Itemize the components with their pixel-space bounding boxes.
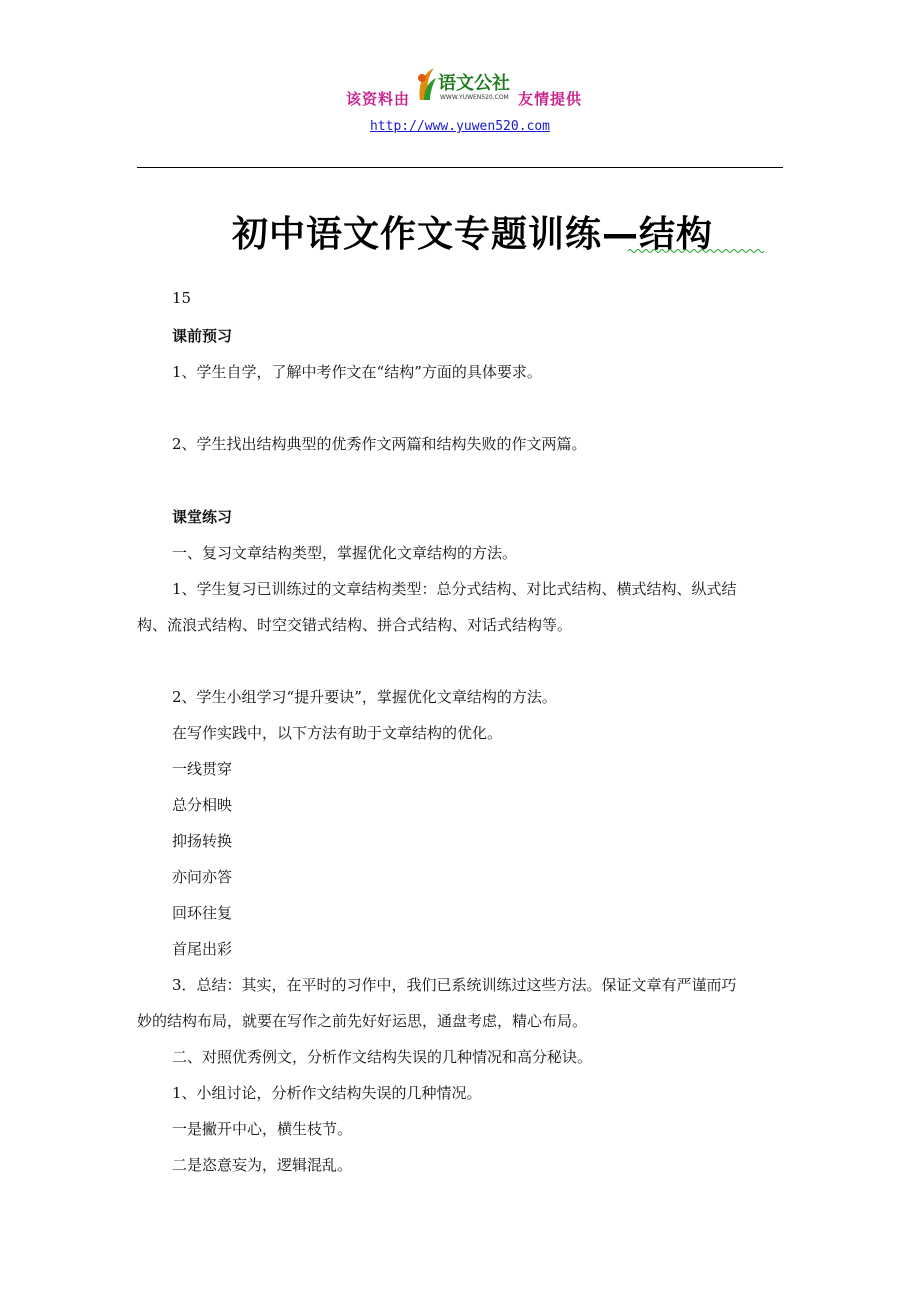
practice-item-2: 2、学生小组学习“提升要诀”，掌握优化文章结构的方法。 bbox=[172, 688, 557, 706]
error-item: 一是撇开中心，横生枝节。 bbox=[172, 1120, 353, 1138]
section-heading-practice: 课堂练习 bbox=[172, 508, 233, 526]
method-item: 回环往复 bbox=[172, 904, 233, 922]
method-item: 首尾出彩 bbox=[172, 940, 233, 958]
logo bbox=[416, 66, 512, 106]
method-item: 亦问亦答 bbox=[172, 868, 233, 886]
spellcheck-underline bbox=[628, 248, 764, 254]
summary-line-1: 3．总结：其实，在平时的习作中，我们已系统训练过这些方法。保证文章有严谨而巧 bbox=[172, 976, 737, 994]
header-left-text: 该资料由 bbox=[346, 90, 411, 108]
logo-leaf-icon bbox=[416, 66, 438, 104]
preview-item-2: 2、学生找出结构典型的优秀作文两篇和结构失败的作文两篇。 bbox=[172, 435, 587, 453]
page-title: 初中语文作文专题训练—结构 bbox=[232, 214, 714, 255]
practice-part-1: 一、复习文章结构类型，掌握优化文章结构的方法。 bbox=[172, 544, 518, 562]
header-divider bbox=[137, 167, 783, 168]
page-number: 15 bbox=[172, 289, 192, 307]
method-item: 抑扬转换 bbox=[172, 832, 233, 850]
preview-item-1: 1、学生自学，了解中考作文在“结构”方面的具体要求。 bbox=[172, 363, 542, 381]
header-right-text: 友情提供 bbox=[518, 90, 583, 108]
section-heading-preview: 课前预习 bbox=[172, 327, 233, 345]
method-item: 总分相映 bbox=[172, 796, 233, 814]
practice-item-1-line-2: 构、流浪式结构、时空交错式结构、拼合式结构、对话式结构等。 bbox=[137, 616, 573, 634]
method-item: 一线贯穿 bbox=[172, 760, 233, 778]
logo-subtext: WWW.YUWEN520.COM bbox=[440, 94, 509, 101]
source-url-line bbox=[0, 119, 920, 134]
source-url-link[interactable]: http://www.yuwen520.com bbox=[369, 119, 550, 134]
practice-part-2: 二、对照优秀例文，分析作文结构失误的几种情况和高分秘诀。 bbox=[172, 1048, 593, 1066]
page-header bbox=[0, 62, 920, 112]
practice-item-1-line-1: 1、学生复习已训练过的文章结构类型：总分式结构、对比式结构、横式结构、纵式结 bbox=[172, 580, 737, 598]
practice-intro: 在写作实践中，以下方法有助于文章结构的优化。 bbox=[172, 724, 503, 742]
practice-part-2-item-1: 1、小组讨论，分析作文结构失误的几种情况。 bbox=[172, 1084, 482, 1102]
summary-line-2: 妙的结构布局，就要在写作之前先好好运思，通盘考虑，精心布局。 bbox=[137, 1012, 588, 1030]
logo-text: 语文公社 bbox=[438, 73, 510, 94]
error-item: 二是恣意妄为，逻辑混乱。 bbox=[172, 1156, 353, 1174]
